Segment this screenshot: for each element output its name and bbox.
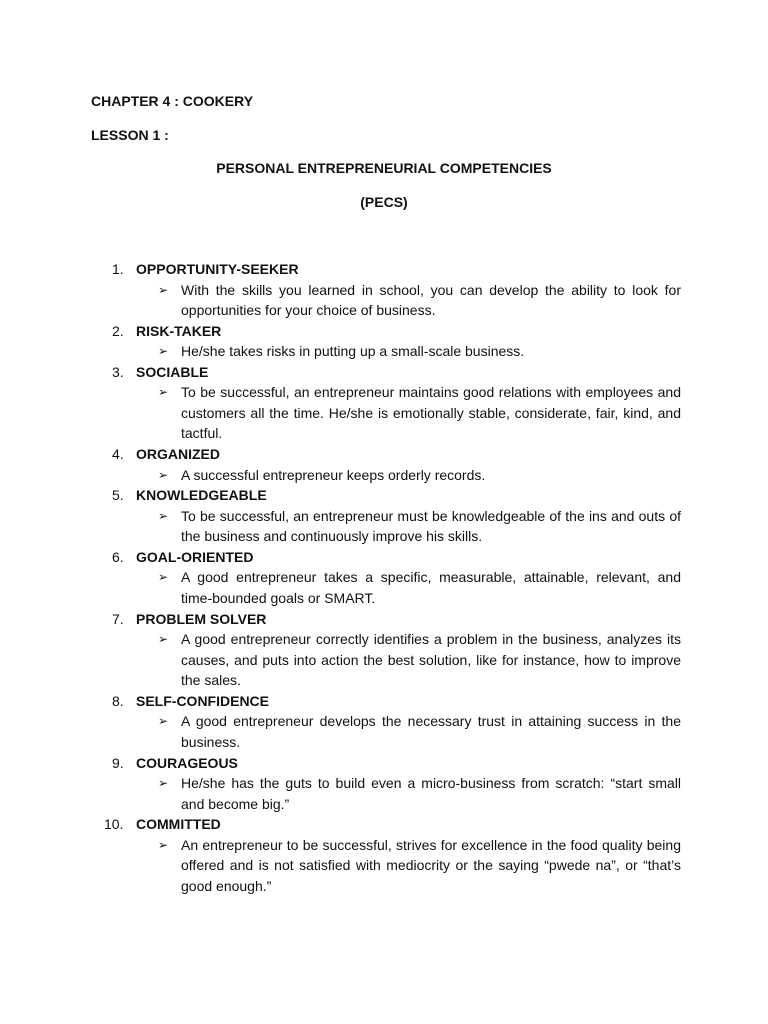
item-label: RISK-TAKER	[136, 322, 222, 339]
arrow-bullet-icon: ➢	[158, 570, 169, 585]
item-number: 7.	[112, 610, 124, 627]
arrow-bullet-icon: ➢	[158, 714, 169, 729]
item-number: 10.	[104, 816, 124, 833]
arrow-bullet-icon: ➢	[158, 508, 169, 523]
list-item	[91, 691, 681, 753]
item-label: PROBLEM SOLVER	[136, 610, 267, 627]
item-description: A good entrepreneur develops the necessary trust in attaining success in the business.	[181, 713, 681, 750]
arrow-bullet-icon: ➢	[158, 632, 169, 647]
item-number: 4.	[112, 446, 124, 463]
item-label: OPPORTUNITY-SEEKER	[136, 261, 299, 277]
item-description: To be successful, an entrepreneur must be knowledgeable of the ins and outs of the business and continuously improve his skills.	[181, 507, 681, 545]
arrow-bullet-icon: ➢	[158, 776, 169, 790]
lesson-heading: LESSON 1 :	[91, 127, 169, 143]
list-item	[91, 321, 681, 362]
chapter-heading: CHAPTER 4 : COOKERY	[91, 93, 254, 109]
arrow-bullet-icon: ➢	[158, 467, 169, 482]
item-description: An entrepreneur to be successful, strives for excellence in the food quality being offered and is not satisfied with mediocrity or the saying “pwede na”, or “that’s good enough.”	[181, 836, 681, 894]
item-number: 3.	[112, 363, 124, 380]
arrow-bullet-icon: ➢	[158, 385, 169, 400]
item-description: A good entrepreneur takes a specific, measurable, attainable, relevant, and time-bounded goals or SMART.	[181, 569, 681, 606]
list-item	[91, 259, 681, 321]
item-label: COURAGEOUS	[136, 754, 238, 771]
item-number: 1.	[112, 261, 124, 277]
item-number: 5.	[112, 487, 124, 504]
item-description: He/she has the guts to build even a micro-business from scratch: “start small and become big.”	[181, 775, 681, 812]
item-description: To be successful, an entrepreneur maintains good relations with employees and customers all the time. He/she is emotionally stable, considerate, fair, kind, and tactful.	[181, 384, 681, 442]
document-title: PERSONAL ENTREPRENEURIAL COMPETENCIES	[216, 160, 552, 176]
list-item	[91, 485, 681, 547]
list-item	[91, 362, 681, 444]
item-description: A good entrepreneur correctly identifies a problem in the business, analyzes its causes, and puts into action the best solution, like for instance, how to improve the sales.	[181, 631, 681, 689]
item-label: GOAL-ORIENTED	[136, 548, 254, 565]
document-subtitle: (PECS)	[360, 194, 408, 210]
list-item	[91, 814, 681, 896]
item-number: 9.	[112, 754, 124, 771]
list-item	[91, 609, 681, 691]
item-description: He/she takes risks in putting up a small-scale business.	[181, 343, 525, 360]
arrow-bullet-icon: ➢	[158, 837, 169, 852]
item-number: 8.	[112, 692, 124, 709]
item-label: KNOWLEDGEABLE	[136, 487, 267, 504]
item-number: 6.	[112, 548, 124, 565]
item-description: With the skills you learned in school, you can develop the ability to look for opportunities for your choice of business.	[181, 281, 681, 319]
list-item	[91, 444, 681, 485]
item-label: SOCIABLE	[136, 363, 209, 380]
arrow-bullet-icon: ➢	[158, 344, 169, 359]
item-description: A successful entrepreneur keeps orderly records.	[181, 466, 486, 483]
arrow-bullet-icon: ➢	[158, 282, 169, 297]
list-item	[91, 753, 681, 815]
item-label: COMMITTED	[136, 816, 221, 833]
competencies-list	[91, 259, 681, 896]
item-label: SELF-CONFIDENCE	[136, 692, 269, 709]
item-number: 2.	[112, 322, 124, 339]
item-label: ORGANIZED	[136, 446, 220, 463]
list-item	[91, 547, 681, 609]
